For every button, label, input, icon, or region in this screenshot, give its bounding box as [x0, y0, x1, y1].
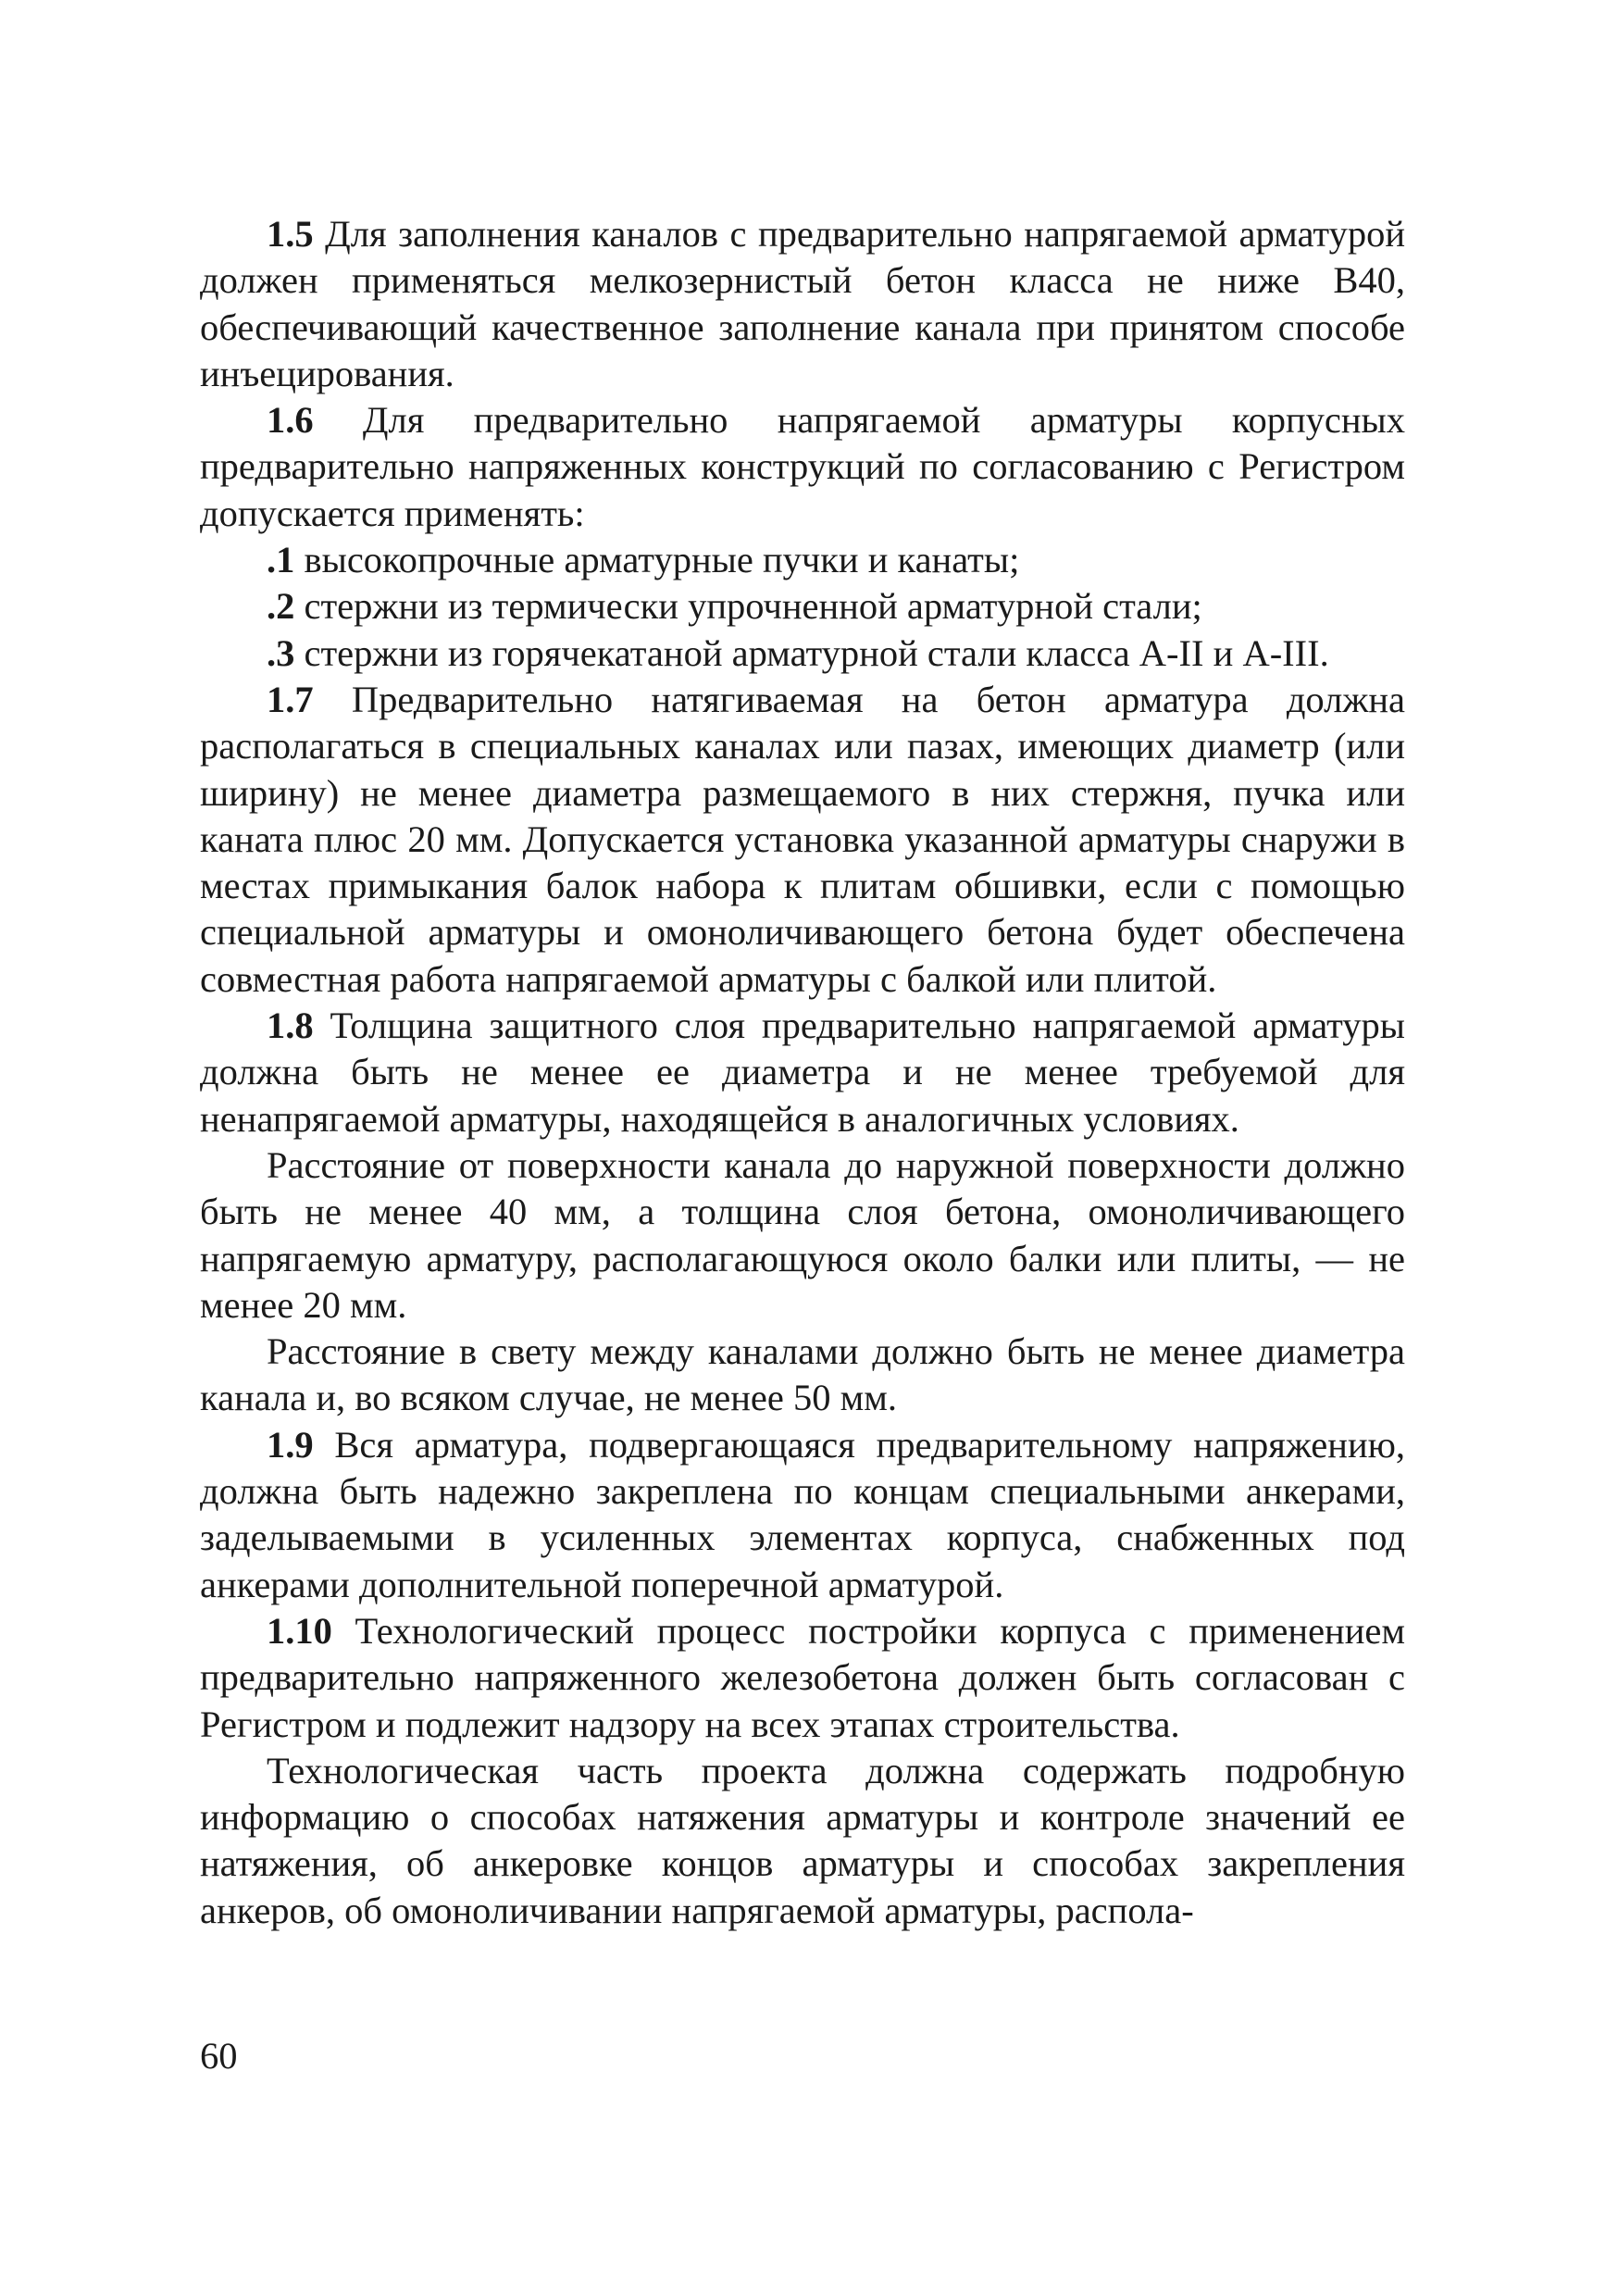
clause-number: 1.8	[267, 1004, 314, 1047]
list-item-3	[200, 630, 1405, 677]
paragraph-1-6	[200, 397, 1405, 537]
paragraph-1-7	[200, 677, 1405, 1003]
clause-number: 1.7	[267, 678, 314, 720]
paragraph-text: Для заполнения каналов с предварительно напрягаемой арматурой должен применяться мелкозернистый бетон класса не ниже В40, обеспечивающий качественное заполнение канала при принятом способе инъецирования.	[200, 213, 1405, 394]
clause-number: 1.5	[267, 213, 314, 255]
paragraph-text: Расстояние в свету между каналами должно быть не менее диаметра канала и, во всяком случае, не менее 50 мм.	[200, 1330, 1405, 1419]
clause-number: 1.9	[267, 1423, 314, 1466]
item-number: .1	[267, 539, 295, 581]
item-text: высокопрочные арматурные пучки и канаты;	[294, 539, 1020, 581]
paragraph-text: Технологический процесс постройки корпуса с применением предварительно напряженного железобетона должен быть согласован с Регистром и подлежит надзору на всех этапах строительства.	[200, 1609, 1405, 1745]
paragraph-1-5	[200, 211, 1405, 397]
paragraph-text: Расстояние от поверхности канала до наружной поверхности должно быть не менее 40 мм, а толщина слоя бетона, омоноличивающего напрягаемую арматуру, располагающуюся около балки или плиты, — не менее 20 мм.	[200, 1143, 1405, 1326]
body-text	[200, 211, 1405, 1934]
item-text: стержни из горячекатаной арматурной стали класса А-II и А-III.	[294, 631, 1329, 674]
item-number: .2	[267, 585, 295, 628]
paragraph-1-10-continued	[200, 1748, 1405, 1934]
item-number: .3	[267, 631, 295, 674]
paragraph-1-10	[200, 1608, 1405, 1748]
list-item-1	[200, 537, 1405, 583]
paragraph-text: Толщина защитного слоя предварительно напрягаемой арматуры должна быть не менее ее диаметра и не менее требуемой для ненапрягаемой арматуры, находящейся в аналогичных условиях.	[200, 1004, 1405, 1140]
paragraph-text: Предварительно натягиваемая на бетон арматура должна располагаться в специальных каналах или пазах, имеющих диаметр (или ширину) не менее диаметра размещаемого в них стержня, пучка или каната плюс 20 мм. Допускается установка указанной арматуры снаружи в местах примыкания балок набора к плитам обшивки, если с помощью специальной арматуры и омоноличивающего бетона будет обеспечена совместная работа напрягаемой арматуры с балкой или плитой.	[200, 678, 1405, 1000]
paragraph-1-8-continued	[200, 1142, 1405, 1329]
list-item-2	[200, 583, 1405, 630]
clause-number: 1.10	[267, 1609, 332, 1652]
paragraph-1-8-spacing	[200, 1329, 1405, 1422]
paragraph-1-8	[200, 1003, 1405, 1142]
clause-number: 1.6	[267, 399, 314, 442]
paragraph-text: Технологическая часть проекта должна содержать подробную информацию о способах натяжения арматуры и контроле значений ее натяжения, об анкеровке концов арматуры и способах закрепления анкеров, об омоноличивании напрягаемой арматуры, распола-	[200, 1749, 1405, 1931]
page-number: 60	[200, 2035, 238, 2077]
paragraph-text: Для предварительно напрягаемой арматуры корпусных предварительно напряженных конструкций по согласованию с Регистром допускается применять:	[200, 399, 1405, 534]
paragraph-1-9	[200, 1422, 1405, 1608]
paragraph-text: Вся арматура, подвергающаяся предварительному напряжению, должна быть надежно закреплена по концам специальными анкерами, заделываемыми в усиленных элементах корпуса, снабженных под анкерами дополнительной поперечной арматурой.	[200, 1423, 1405, 1605]
item-text: стержни из термически упрочненной арматурной стали;	[294, 585, 1202, 628]
